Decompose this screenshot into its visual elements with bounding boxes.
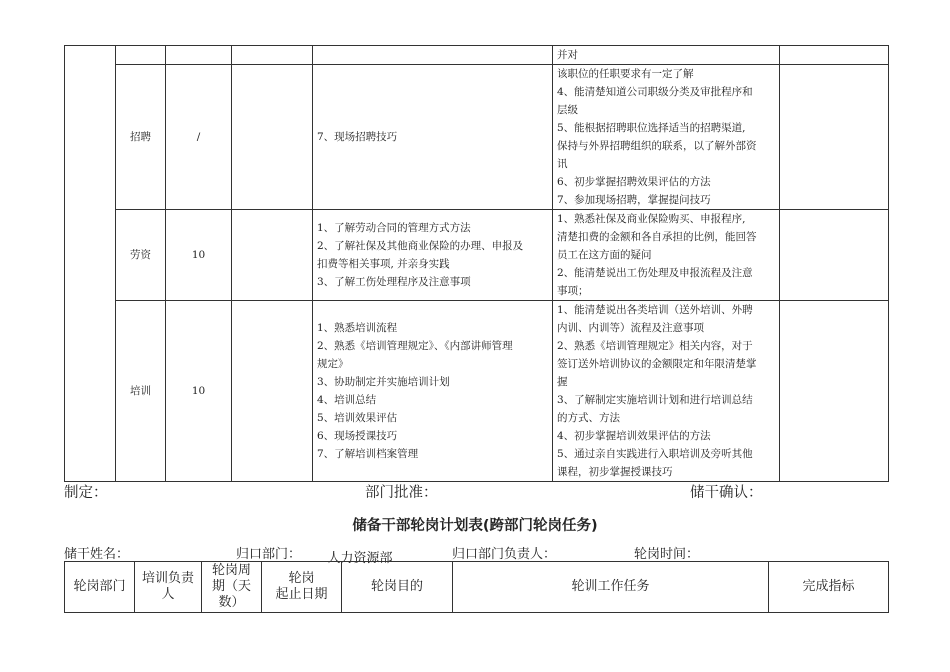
rotation-plan-header-table (64, 561, 889, 613)
col-header-period: 轮岗周 期（天 数） (202, 562, 262, 613)
col-header-metrics: 完成指标 (769, 562, 889, 613)
plan-title: 储备干部轮岗计划表(跨部门轮岗任务) (352, 518, 598, 534)
col-header-dept: 轮岗部门 (65, 562, 135, 613)
goal-cell: 1、熟悉培训流程 2、熟悉《培训管理规定》、《内部讲师管理 规定》 3、协助制定并实施培训计划 4、培训总结 5、培训效果评估 6、现场授课技巧 7、了解培训档案管理 (313, 301, 553, 482)
rotation-detail-table (64, 45, 889, 482)
period-blank[interactable] (699, 547, 827, 562)
days-cell: 10 (166, 301, 232, 482)
col-header-trainer: 培训负责 人 (135, 562, 202, 613)
goal-cell: 7、现场招聘技巧 (313, 65, 553, 210)
dept-head-field: 归口部门负责人： (452, 543, 604, 562)
days-cell: / (166, 65, 232, 210)
task-cell: 1、能清楚说出各类培训（送外培训、外聘 内训、内训等）流程及注意事项 2、熟悉《培训管理规定》相关内容，对于 签订送外培训协议的金额限定和年限清楚掌 握 3、了解制定实施培训计划和进行培训总结 的方式、方法 4、初步掌握培训效果评估的方法 5、通过亲自实践进行入职培训及旁听其他 课程，初步掌握授课技巧 (553, 301, 780, 482)
category-cell: 招聘 (116, 65, 166, 210)
dept-field: 归口部门： 人力资源部 (236, 543, 419, 562)
trainee-name-blank[interactable] (129, 547, 189, 562)
days-cell: 10 (166, 210, 232, 301)
period-field: 轮岗时间： (634, 543, 827, 562)
department-cell (65, 46, 116, 482)
trainee-name-field: 储干姓名： (64, 543, 189, 562)
dept-value: 人力资源部 (301, 547, 419, 562)
table-row-recruiting (65, 65, 889, 210)
dept-head-blank[interactable] (556, 547, 604, 562)
task-cell: 该职位的任职要求有一定了解 4、能清楚知道公司职级分类及审批程序和 层级 5、能根据招聘职位选择适当的招聘渠道, 保持与外界招聘组织的联系，以了解外部资 讯 6、初步掌握招聘效果评估的方法 7、参加现场招聘，掌握提问技巧 (553, 65, 780, 210)
col-header-dates: 轮岗 起止日期 (262, 562, 342, 613)
sign-trainee-confirm-label: 储干确认： (690, 485, 763, 501)
category-cell: 培训 (116, 301, 166, 482)
task-cell: 1、熟悉社保及商业保险购买、申报程序, 清楚扣费的金额和各自承担的比例，能回答 员工在这方面的疑问 2、能清楚说出工伤处理及申报流程及注意 事项； (553, 210, 780, 301)
table-row-training (65, 301, 889, 482)
sign-dept-approve-label: 部门批准： (365, 485, 438, 501)
table-row (65, 46, 889, 65)
table-row-payroll (65, 210, 889, 301)
task-cell: 并对 (553, 46, 780, 65)
col-header-goal: 轮岗目的 (342, 562, 453, 613)
col-header-tasks: 轮训工作任务 (453, 562, 769, 613)
header-row (65, 562, 889, 613)
goal-cell: 1、了解劳动合同的管理方式方法 2、了解社保及其他商业保险的办理、申报及 扣费等相关事项, 并亲身实践 3、了解工伤处理程序及注意事项 (313, 210, 553, 301)
category-cell: 劳资 (116, 210, 166, 301)
sign-make-label: 制定： (64, 485, 108, 501)
